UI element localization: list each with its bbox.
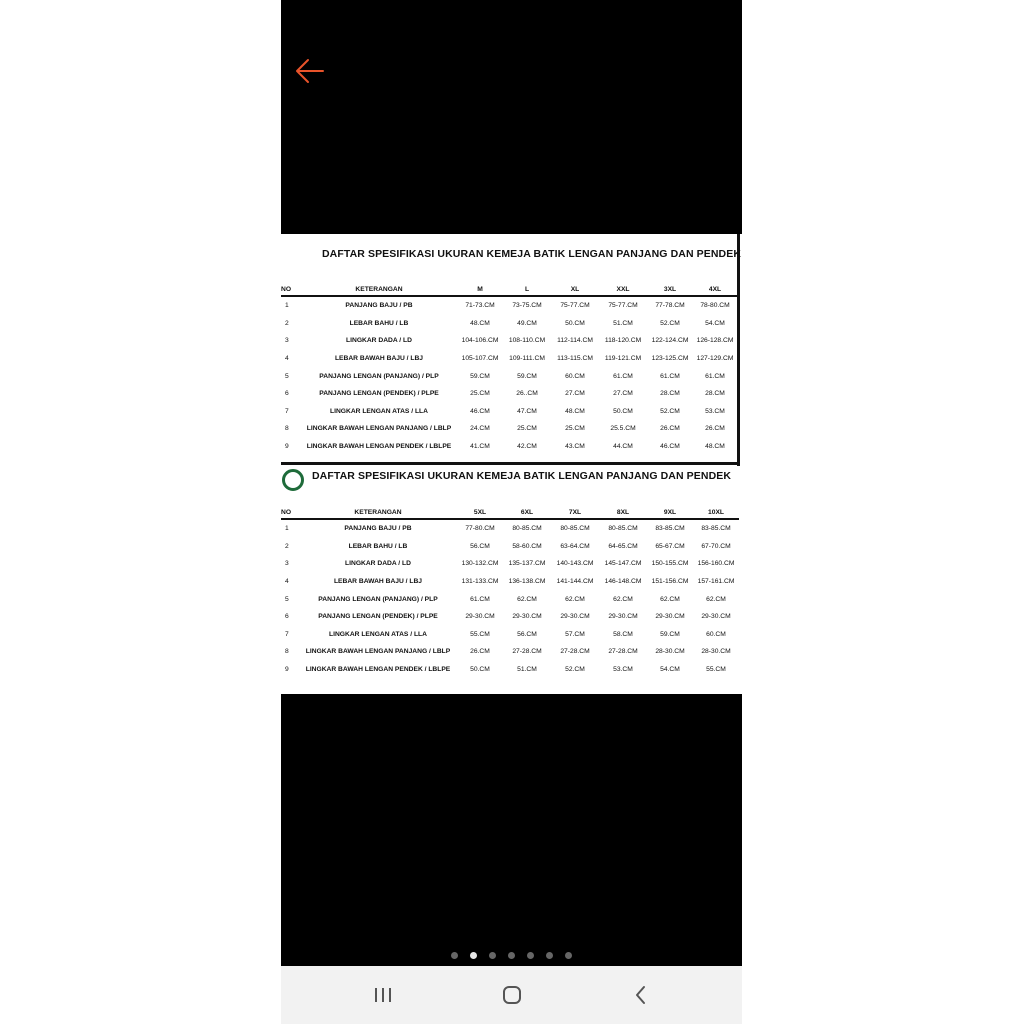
column-header: XL — [551, 283, 599, 296]
size-value: 105-107.CM — [461, 355, 499, 363]
measurement-label: LINGKAR BAWAH LENGAN PANJANG / LBLP — [306, 425, 452, 433]
table-row — [281, 296, 737, 315]
size-value: 60.CM — [565, 372, 585, 380]
size-value: 141-144.CM — [556, 578, 594, 586]
pager-dot[interactable] — [470, 952, 477, 959]
column-header: 5XL — [457, 506, 503, 519]
column-header: XXL — [599, 283, 647, 296]
size-value: 27-28.CM — [512, 648, 542, 656]
size-value: 56.CM — [517, 630, 537, 638]
measurement-label: PANJANG LENGAN (PENDEK) / PLPE — [318, 613, 438, 621]
size-value: 29-30.CM — [608, 613, 638, 621]
size-value: 25.5.CM — [610, 425, 636, 433]
size-value: 24.CM — [470, 425, 490, 433]
size-value: 27.CM — [565, 390, 585, 398]
row-number: 3 — [285, 560, 289, 568]
size-value: 151-156.CM — [651, 578, 689, 586]
row-number: 5 — [285, 595, 289, 603]
row-number: 4 — [285, 355, 289, 363]
size-value: 59.CM — [517, 372, 537, 380]
column-header: 9XL — [647, 506, 693, 519]
size-value: 80-85.CM — [560, 525, 590, 533]
size-chart-title-1: DAFTAR SPESIFIKASI UKURAN KEMEJA BATIK LENGAN PANJANG DAN PENDEK — [321, 248, 742, 260]
size-value: 61.CM — [613, 372, 633, 380]
size-value: 77-78.CM — [655, 302, 685, 310]
column-header: M — [457, 283, 503, 296]
size-value: 26.CM — [660, 425, 680, 433]
size-value: 60.CM — [706, 630, 726, 638]
size-value: 41.CM — [470, 443, 490, 451]
size-value: 108-110.CM — [508, 337, 546, 345]
size-value: 46.CM — [660, 443, 680, 451]
size-value: 26.CM — [705, 425, 725, 433]
size-value: 28-30.CM — [655, 648, 685, 656]
pager-dot[interactable] — [489, 952, 496, 959]
table-row — [281, 538, 739, 556]
size-chart-image[interactable] — [281, 234, 742, 694]
row-number: 6 — [285, 613, 289, 621]
size-value: 28-30.CM — [701, 648, 731, 656]
size-value: 54.CM — [660, 666, 680, 674]
table-row — [281, 626, 739, 644]
size-value: 47.CM — [517, 407, 537, 415]
size-value: 49.CM — [517, 319, 537, 327]
size-value: 61.CM — [660, 372, 680, 380]
size-value: 29-30.CM — [465, 613, 495, 621]
size-value: 61.CM — [470, 595, 490, 603]
size-value: 25.CM — [517, 425, 537, 433]
size-value: 71-73.CM — [465, 302, 495, 310]
size-value: 62.CM — [660, 595, 680, 603]
table-row — [281, 315, 737, 333]
row-number: 1 — [285, 525, 289, 533]
column-header: L — [503, 283, 551, 296]
size-value: 50.CM — [613, 407, 633, 415]
size-value: 80-85.CM — [512, 525, 542, 533]
size-value: 53.CM — [705, 407, 725, 415]
size-value: 28.CM — [660, 390, 680, 398]
size-value: 75-77.CM — [608, 302, 638, 310]
size-value: 27.CM — [613, 390, 633, 398]
size-value: 136-138.CM — [508, 578, 546, 586]
size-value: 75-77.CM — [560, 302, 590, 310]
phone-screen — [281, 0, 742, 1024]
size-value: 80-85.CM — [608, 525, 638, 533]
row-number: 1 — [285, 302, 289, 310]
measurement-label: PANJANG BAJU / PB — [345, 302, 413, 310]
size-value: 62.CM — [565, 595, 585, 603]
measurement-label: LINGKAR LENGAN ATAS / LLA — [330, 407, 428, 415]
table-row — [281, 661, 739, 679]
size-value: 122-124.CM — [651, 337, 689, 345]
column-header: 8XL — [599, 506, 647, 519]
measurement-label: LINGKAR DADA / LD — [346, 337, 412, 345]
size-value: 146-148.CM — [604, 578, 642, 586]
system-navigation-bar — [281, 966, 742, 1024]
pager-dot[interactable] — [527, 952, 534, 959]
size-value: 29-30.CM — [655, 613, 685, 621]
sheet-divider — [281, 462, 740, 465]
size-value: 112-114.CM — [557, 337, 593, 345]
measurement-label: PANJANG LENGAN (PANJANG) / PLP — [318, 595, 438, 603]
column-header: NO — [281, 283, 301, 296]
chevron-left-icon[interactable] — [626, 980, 656, 1010]
home-icon[interactable] — [497, 980, 527, 1010]
size-value: 67-70.CM — [701, 542, 731, 550]
size-value: 58.CM — [613, 630, 633, 638]
size-value: 42.CM — [517, 443, 537, 451]
size-value: 28.CM — [705, 390, 725, 398]
size-value: 25.CM — [470, 390, 490, 398]
size-value: 127-129.CM — [696, 355, 734, 363]
size-value: 43.CM — [565, 443, 585, 451]
column-header: 3XL — [647, 283, 693, 296]
size-value: 62.CM — [517, 595, 537, 603]
size-value: 50.CM — [565, 319, 585, 327]
size-value: 48.CM — [705, 443, 725, 451]
size-value: 53.CM — [613, 666, 633, 674]
measurement-label: PANJANG LENGAN (PANJANG) / PLP — [319, 372, 439, 380]
size-value: 54.CM — [705, 319, 725, 327]
column-header: 6XL — [503, 506, 551, 519]
size-value: 119-121.CM — [604, 355, 642, 363]
size-value: 48.CM — [565, 407, 585, 415]
size-value: 109-111.CM — [509, 355, 545, 363]
size-value: 126-128.CM — [696, 337, 734, 345]
size-value: 77-80.CM — [465, 525, 495, 533]
measurement-label: LINGKAR BAWAH LENGAN PANJANG / LBLP — [305, 648, 451, 656]
size-value: 64-65.CM — [608, 542, 638, 550]
size-value: 73-75.CM — [512, 302, 542, 310]
row-number: 7 — [285, 407, 289, 415]
measurement-label: PANJANG BAJU / PB — [344, 525, 412, 533]
table-row — [281, 643, 739, 661]
size-value: 55.CM — [706, 666, 726, 674]
size-value: 65-67.CM — [655, 542, 685, 550]
size-value: 113-115.CM — [557, 355, 593, 363]
size-value: 51.CM — [517, 666, 537, 674]
table-row — [281, 332, 737, 350]
size-chart-table-2 — [281, 506, 739, 678]
size-value: 157-161.CM — [697, 578, 735, 586]
size-value: 62.CM — [706, 595, 726, 603]
row-number: 4 — [285, 578, 289, 586]
size-chart-title-2: DAFTAR SPESIFIKASI UKURAN KEMEJA BATIK LENGAN PANJANG DAN PENDEK — [312, 470, 732, 482]
table-row — [281, 350, 737, 368]
measurement-label: LEBAR BAWAH BAJU / LBJ — [334, 355, 424, 363]
pager-dot[interactable] — [546, 952, 553, 959]
row-number: 2 — [285, 542, 289, 550]
size-value: 27-28.CM — [560, 648, 590, 656]
row-number: 8 — [285, 425, 289, 433]
size-value: 156-160.CM — [697, 560, 735, 568]
size-value: 145-147.CM — [604, 560, 642, 568]
column-header: 7XL — [551, 506, 599, 519]
size-value: 61.CM — [705, 372, 725, 380]
size-value: 83-85.CM — [701, 525, 731, 533]
column-header: 10XL — [693, 506, 739, 519]
recents-icon[interactable] — [368, 980, 398, 1010]
pager-dot[interactable] — [565, 952, 572, 959]
row-number: 3 — [285, 337, 289, 345]
measurement-label: PANJANG LENGAN (PENDEK) / PLPE — [319, 390, 439, 398]
pager-dot[interactable] — [451, 952, 458, 959]
table-row — [281, 438, 737, 456]
size-value: 62.CM — [613, 595, 633, 603]
table-row — [281, 385, 737, 403]
column-header: KETERANGAN — [299, 506, 457, 519]
size-value: 63-64.CM — [560, 542, 590, 550]
row-number: 2 — [285, 319, 289, 327]
size-value: 25.CM — [565, 425, 585, 433]
table-row — [281, 573, 739, 591]
size-value: 140-143.CM — [556, 560, 594, 568]
size-chart-table-1 — [281, 283, 737, 455]
size-value: 58-60.CM — [512, 542, 542, 550]
size-value: 59.CM — [660, 630, 680, 638]
size-value: 56.CM — [470, 542, 490, 550]
size-value: 78-80.CM — [700, 302, 730, 310]
size-value: 26.CM — [470, 648, 490, 656]
row-number: 9 — [285, 666, 289, 674]
size-value: 51.CM — [613, 319, 633, 327]
size-value: 50.CM — [470, 666, 490, 674]
size-value: 123-125.CM — [651, 355, 689, 363]
row-number: 8 — [285, 648, 289, 656]
arrow-left-icon[interactable] — [293, 56, 327, 86]
column-header: 4XL — [693, 283, 737, 296]
size-value: 135-137.CM — [508, 560, 546, 568]
column-header: NO — [281, 506, 299, 519]
row-number: 7 — [285, 630, 289, 638]
table-row — [281, 403, 737, 421]
measurement-label: LINGKAR DADA / LD — [345, 560, 411, 568]
size-value: 27-28.CM — [608, 648, 638, 656]
size-value: 52.CM — [660, 319, 680, 327]
table-row — [281, 555, 739, 573]
size-value: 46.CM — [470, 407, 490, 415]
size-value: 57.CM — [565, 630, 585, 638]
size-value: 29-30.CM — [701, 613, 731, 621]
table-row — [281, 420, 737, 438]
measurement-label: LEBAR BAHU / LB — [349, 319, 409, 327]
size-value: 52.CM — [660, 407, 680, 415]
measurement-label: LEBAR BAHU / LB — [348, 542, 408, 550]
size-value: 118-120.CM — [604, 337, 642, 345]
measurement-label: LINGKAR BAWAH LENGAN PENDEK / LBLPE — [306, 443, 452, 451]
size-value: 29-30.CM — [512, 613, 542, 621]
size-value: 55.CM — [470, 630, 490, 638]
row-number: 5 — [285, 372, 289, 380]
size-value: 131-133.CM — [461, 578, 499, 586]
size-value: 52.CM — [565, 666, 585, 674]
size-value: 59.CM — [470, 372, 490, 380]
column-header: KETERANGAN — [301, 283, 457, 296]
measurement-label: LEBAR BAWAH BAJU / LBJ — [333, 578, 423, 586]
size-value: 104-106.CM — [461, 337, 499, 345]
size-value: 48.CM — [470, 319, 490, 327]
table-row — [281, 590, 739, 608]
size-value: 150-155.CM — [651, 560, 689, 568]
size-value: 29-30.CM — [560, 613, 590, 621]
size-value: 130-132.CM — [461, 560, 499, 568]
row-number: 9 — [285, 443, 289, 451]
size-value: 44.CM — [613, 443, 633, 451]
table-row — [281, 608, 739, 626]
measurement-label: LINGKAR LENGAN ATAS / LLA — [329, 630, 427, 638]
sheet-border — [737, 234, 740, 466]
size-value: 83-85.CM — [655, 525, 685, 533]
table-row — [281, 519, 739, 538]
image-pager-dots[interactable] — [281, 952, 742, 962]
measurement-label: LINGKAR BAWAH LENGAN PENDEK / LBLPE — [305, 666, 451, 674]
table-row — [281, 367, 737, 385]
size-value: 26..CM — [516, 390, 538, 398]
pager-dot[interactable] — [508, 952, 515, 959]
row-number: 6 — [285, 390, 289, 398]
